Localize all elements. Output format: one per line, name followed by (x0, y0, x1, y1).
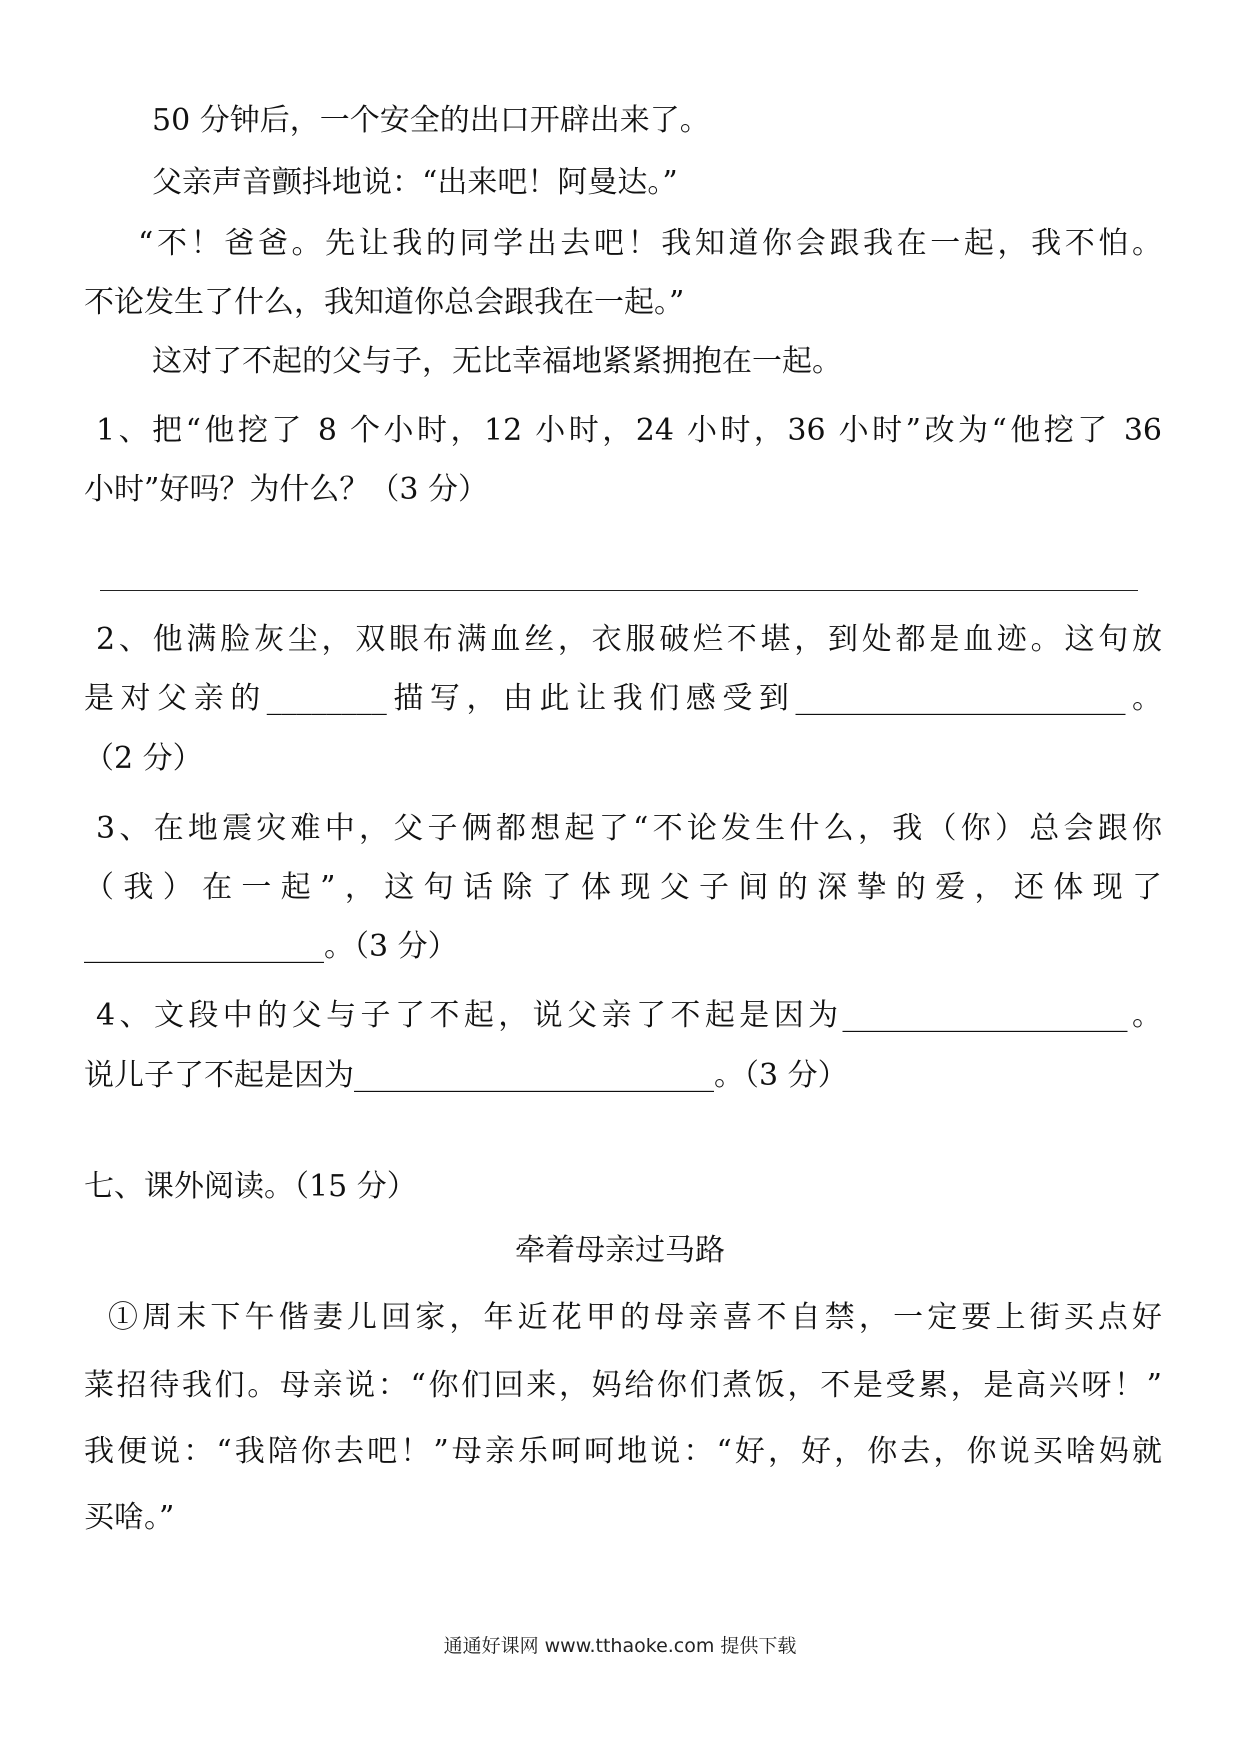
article-line: 买啥。” (84, 1500, 175, 1535)
question-1-line: 1、把“他挖了 8 个小时，12 小时，24 小时，36 小时”改为“他挖了 36 (96, 413, 1162, 448)
question-3-line: 3、在地震灾难中，父子俩都想起了“不论发生什么，我（你）总会跟你 (96, 811, 1162, 846)
question-4-line: 说儿子了不起是因为________________________。（3 分） (84, 1058, 848, 1093)
passage-line: 50 分钟后，一个安全的出口开辟出来了。 (152, 103, 710, 138)
question-4-line: 4、文段中的父与子了不起，说父亲了不起是因为___________________。 (96, 998, 1162, 1033)
article-line: ①周末下午偕妻儿回家，年近花甲的母亲喜不自禁，一定要上街买点好 (108, 1300, 1162, 1335)
question-1-line: 小时”好吗？为什么？（3 分） (84, 472, 488, 507)
article-title: 牵着母亲过马路 (515, 1233, 725, 1268)
question-2-line: （2 分） (84, 741, 203, 776)
question-2-line: 是对父亲的________描写，由此让我们感受到______________________。 (84, 681, 1162, 716)
page-footer: 通通好课网 www.tthaoke.com 提供下载 (443, 1635, 797, 1657)
question-3-line: ________________。（3 分） (84, 929, 458, 964)
article-line: 我便说：“我陪你去吧！”母亲乐呵呵地说：“好，好，你去，你说买啥妈就 (84, 1434, 1162, 1469)
question-3-line: （我）在一起”，这句话除了体现父子间的深挚的爱，还体现了 (84, 870, 1162, 905)
article-line: 菜招待我们。母亲说：“你们回来，妈给你们煮饭，不是受累，是高兴呀！” (84, 1368, 1162, 1403)
passage-line: 不论发生了什么，我知道你总会跟我在一起。” (84, 285, 685, 320)
answer-line (100, 590, 1138, 591)
question-2-line: 2、他满脸灰尘，双眼布满血丝，衣服破烂不堪，到处都是血迹。这句放 (96, 622, 1162, 657)
passage-line: 父亲声音颤抖地说：“出来吧！阿曼达。” (152, 165, 678, 200)
section-heading: 七、课外阅读。（15 分） (84, 1169, 417, 1204)
passage-line: “不！爸爸。先让我的同学出去吧！我知道你会跟我在一起，我不怕。 (138, 226, 1162, 261)
passage-line: 这对了不起的父与子，无比幸福地紧紧拥抱在一起。 (152, 344, 842, 379)
